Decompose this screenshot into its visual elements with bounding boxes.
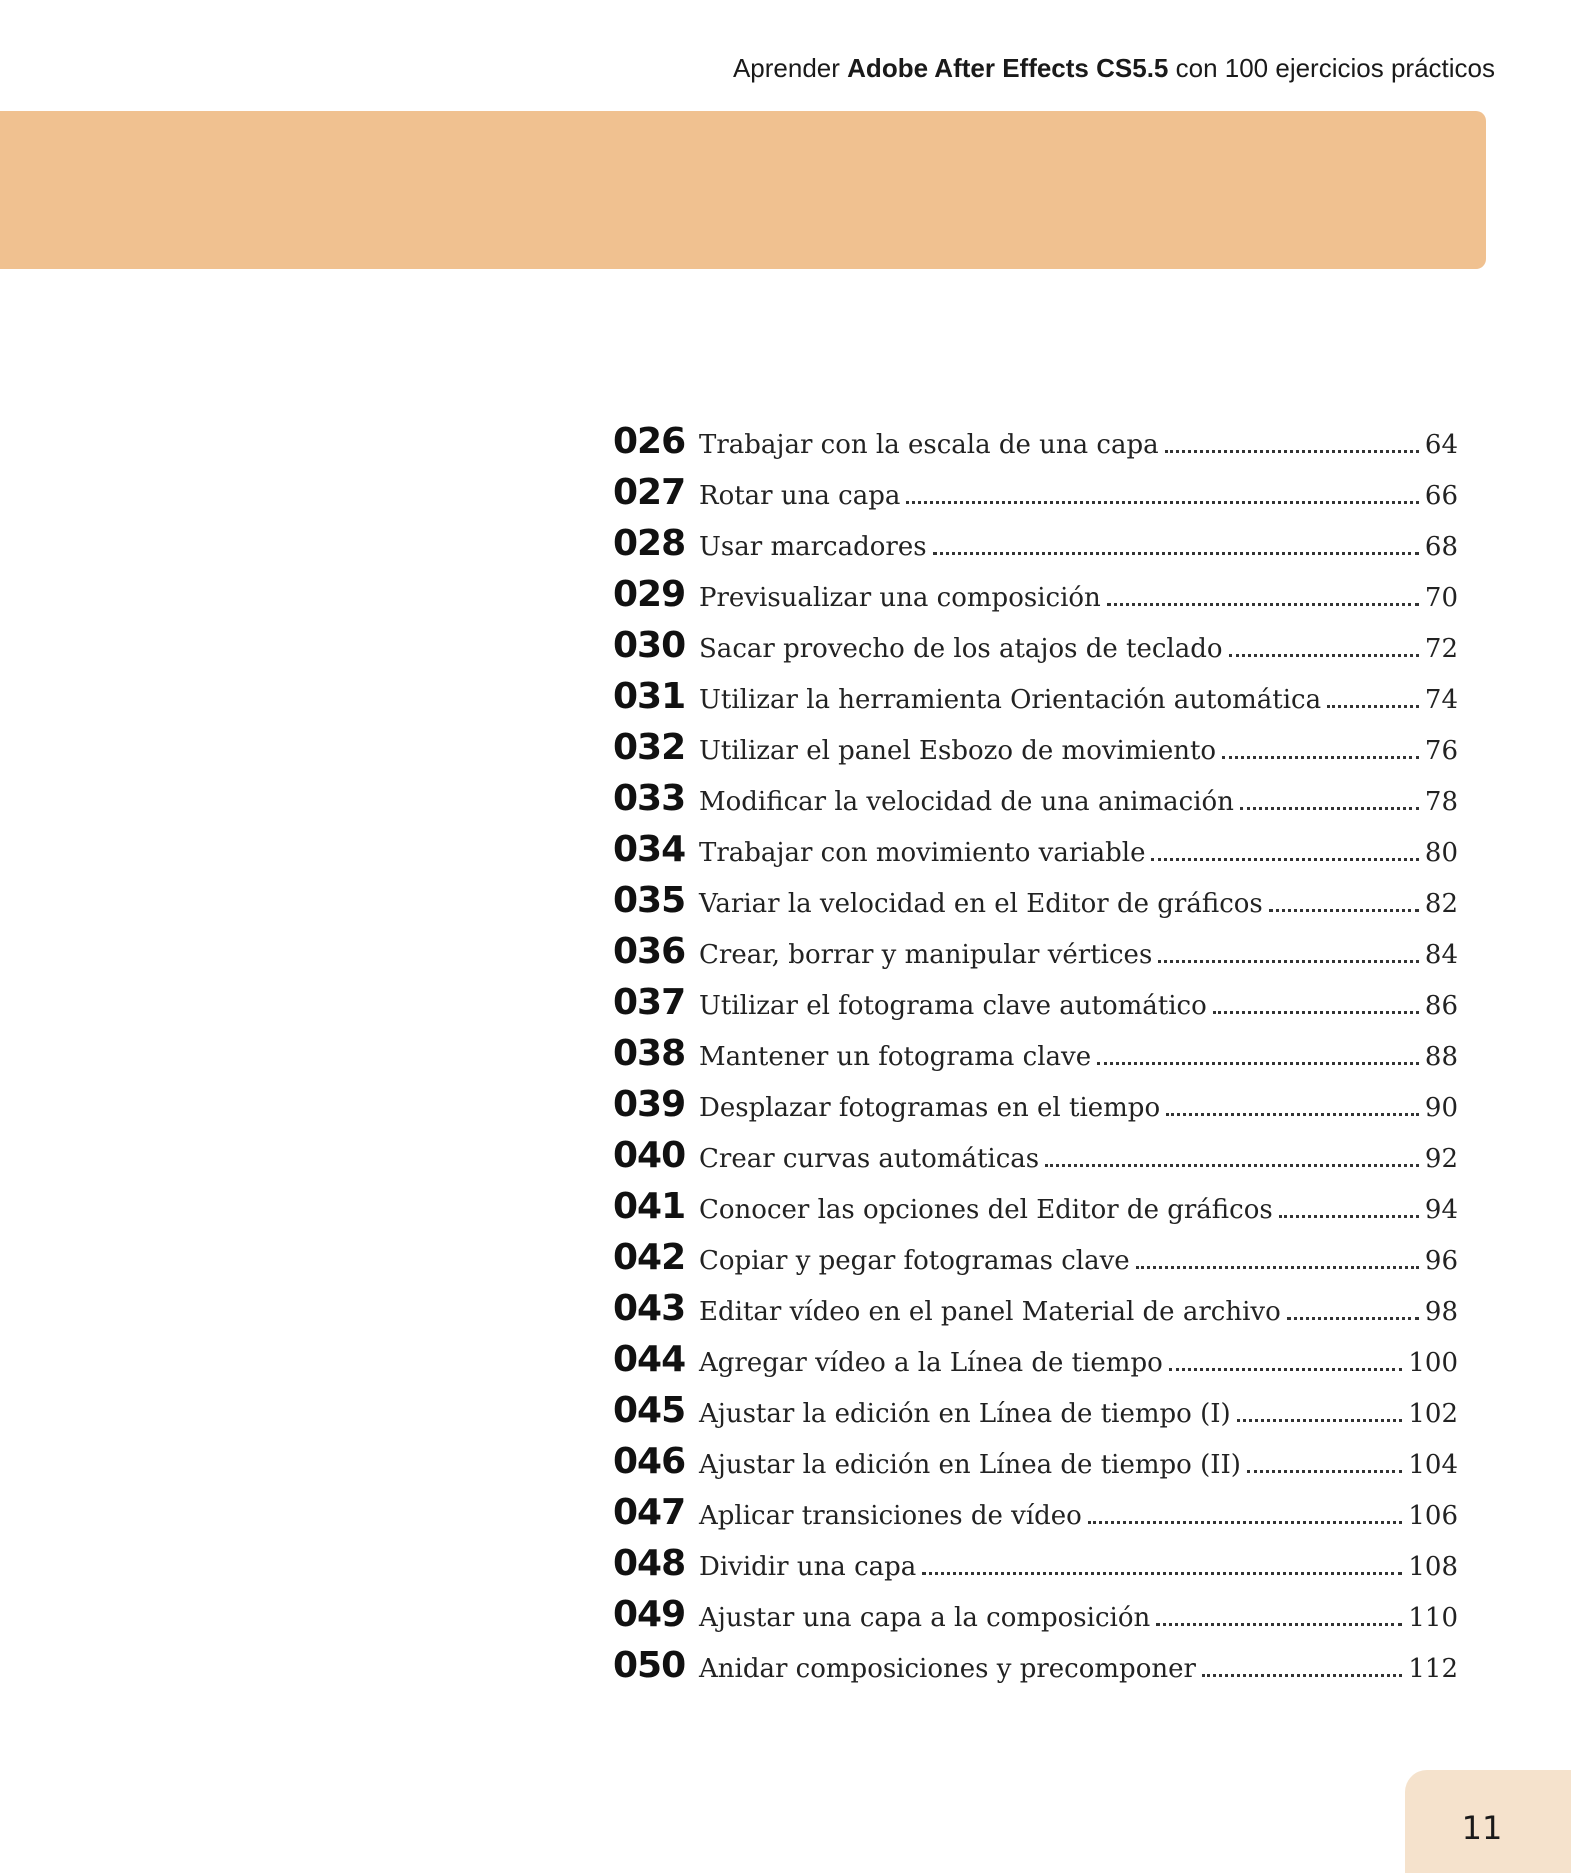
- toc-page: 100: [1408, 1348, 1458, 1378]
- toc-number: 048: [613, 1543, 686, 1584]
- toc-number: 032: [613, 727, 686, 768]
- toc-title: Agregar vídeo a la Línea de tiempo: [699, 1348, 1163, 1378]
- dot-leader: [1166, 1113, 1419, 1116]
- toc-number: 050: [613, 1645, 686, 1686]
- toc-page: 82: [1424, 889, 1458, 919]
- toc-page: 88: [1424, 1042, 1458, 1072]
- toc-page: 76: [1424, 736, 1458, 766]
- toc-number: 041: [613, 1186, 686, 1227]
- chapter-banner: [0, 111, 1486, 269]
- dot-leader: [1151, 858, 1418, 861]
- dot-leader: [1222, 756, 1419, 759]
- toc-number: 029: [613, 574, 686, 615]
- toc-title: Ajustar la edición en Línea de tiempo (I): [699, 1399, 1231, 1429]
- header-book-title: Adobe After Effects CS5.5: [847, 53, 1169, 83]
- toc-title: Utilizar la herramienta Orientación automática: [699, 685, 1322, 715]
- toc-title: Aplicar transiciones de vídeo: [699, 1501, 1082, 1531]
- dot-leader: [1213, 1011, 1419, 1014]
- toc-entry[interactable]: [613, 574, 1458, 625]
- toc-page: 72: [1424, 634, 1458, 664]
- toc-number: 045: [613, 1390, 686, 1431]
- toc-number: 042: [613, 1237, 686, 1278]
- dot-leader: [1327, 705, 1419, 708]
- dot-leader: [1279, 1215, 1419, 1218]
- toc-title: Modificar la velocidad de una animación: [699, 787, 1234, 817]
- page-number: 11: [1461, 1809, 1503, 1847]
- toc-entry[interactable]: [613, 1135, 1458, 1186]
- toc-number: 049: [613, 1594, 686, 1635]
- toc-page: 108: [1408, 1552, 1458, 1582]
- toc-page: 110: [1408, 1603, 1458, 1633]
- toc-page: 68: [1424, 532, 1458, 562]
- toc-entry[interactable]: [613, 1390, 1458, 1441]
- toc-title: Conocer las opciones del Editor de gráficos: [699, 1195, 1273, 1225]
- dot-leader: [1240, 807, 1419, 810]
- toc-page: 102: [1408, 1399, 1458, 1429]
- toc-entry[interactable]: [613, 625, 1458, 676]
- toc-page: 92: [1424, 1144, 1458, 1174]
- dot-leader: [1107, 603, 1419, 606]
- toc-entry[interactable]: [613, 1594, 1458, 1645]
- toc-entry[interactable]: [613, 472, 1458, 523]
- toc-entry[interactable]: [613, 727, 1458, 778]
- toc-number: 044: [613, 1339, 686, 1380]
- toc-number: 027: [613, 472, 686, 513]
- toc-title: Trabajar con movimiento variable: [699, 838, 1146, 868]
- toc-entry[interactable]: [613, 676, 1458, 727]
- dot-leader: [1156, 1623, 1402, 1626]
- toc-page: 112: [1408, 1654, 1458, 1684]
- toc-title: Mantener un fotograma clave: [699, 1042, 1092, 1072]
- toc-title: Desplazar fotogramas en el tiempo: [699, 1093, 1161, 1123]
- toc-number: 028: [613, 523, 686, 564]
- toc-number: 030: [613, 625, 686, 666]
- toc-title: Rotar una capa: [699, 481, 901, 511]
- toc-entry[interactable]: [613, 1186, 1458, 1237]
- toc-entry[interactable]: [613, 1084, 1458, 1135]
- toc-page: 90: [1424, 1093, 1458, 1123]
- toc-entry[interactable]: [613, 982, 1458, 1033]
- toc-entry[interactable]: [613, 778, 1458, 829]
- toc-title: Usar marcadores: [699, 532, 927, 562]
- toc-page: 80: [1424, 838, 1458, 868]
- toc-entry[interactable]: [613, 523, 1458, 574]
- toc-entry[interactable]: [613, 1237, 1458, 1288]
- dot-leader: [1158, 960, 1419, 963]
- toc-page: 98: [1424, 1297, 1458, 1327]
- toc-number: 037: [613, 982, 686, 1023]
- toc-title: Copiar y pegar fotogramas clave: [699, 1246, 1130, 1276]
- dot-leader: [922, 1572, 1402, 1575]
- toc-page: 96: [1424, 1246, 1458, 1276]
- running-header: [733, 48, 1495, 88]
- toc-title: Crear curvas automáticas: [699, 1144, 1040, 1174]
- header-prefix: Aprender: [732, 53, 840, 83]
- toc-entry[interactable]: [613, 1543, 1458, 1594]
- dot-leader: [1269, 909, 1419, 912]
- toc-entry[interactable]: [613, 1033, 1458, 1084]
- toc-number: 038: [613, 1033, 686, 1074]
- toc-entry[interactable]: [613, 1441, 1458, 1492]
- dot-leader: [1237, 1419, 1403, 1422]
- toc-entry[interactable]: [613, 1492, 1458, 1543]
- table-of-contents: [613, 421, 1458, 1696]
- dot-leader: [1247, 1470, 1402, 1473]
- toc-page: 84: [1424, 940, 1458, 970]
- toc-entry[interactable]: [613, 1339, 1458, 1390]
- dot-leader: [933, 552, 1419, 555]
- toc-title: Anidar composiciones y precomponer: [699, 1654, 1196, 1684]
- toc-title: Ajustar una capa a la composición: [699, 1603, 1151, 1633]
- toc-page: 86: [1424, 991, 1458, 1021]
- toc-title: Dividir una capa: [699, 1552, 917, 1582]
- toc-title: Variar la velocidad en el Editor de gráficos: [699, 889, 1263, 919]
- toc-number: 046: [613, 1441, 686, 1482]
- dot-leader: [1229, 654, 1419, 657]
- toc-title: Trabajar con la escala de una capa: [699, 430, 1159, 460]
- toc-page: 106: [1408, 1501, 1458, 1531]
- toc-entry[interactable]: [613, 829, 1458, 880]
- toc-title: Crear, borrar y manipular vértices: [699, 940, 1153, 970]
- toc-page: 70: [1424, 583, 1458, 613]
- dot-leader: [1165, 450, 1419, 453]
- toc-entry[interactable]: [613, 880, 1458, 931]
- toc-entry[interactable]: [613, 421, 1458, 472]
- toc-number: 031: [613, 676, 686, 717]
- toc-page: 78: [1424, 787, 1458, 817]
- toc-title: Utilizar el panel Esbozo de movimiento: [699, 736, 1217, 766]
- toc-title: Ajustar la edición en Línea de tiempo (II): [699, 1450, 1241, 1480]
- toc-page: 104: [1408, 1450, 1458, 1480]
- toc-page: 64: [1424, 430, 1458, 460]
- dot-leader: [1045, 1164, 1419, 1167]
- toc-entry[interactable]: [613, 931, 1458, 982]
- toc-number: 033: [613, 778, 686, 819]
- dot-leader: [1169, 1368, 1403, 1371]
- toc-number: 036: [613, 931, 686, 972]
- toc-number: 039: [613, 1084, 686, 1125]
- toc-title: Previsualizar una composición: [699, 583, 1101, 613]
- toc-number: 047: [613, 1492, 686, 1533]
- toc-entry[interactable]: [613, 1288, 1458, 1339]
- toc-title: Sacar provecho de los atajos de teclado: [699, 634, 1223, 664]
- toc-title: Utilizar el fotograma clave automático: [699, 991, 1207, 1021]
- dot-leader: [906, 501, 1419, 504]
- dot-leader: [1097, 1062, 1419, 1065]
- toc-page: 94: [1424, 1195, 1458, 1225]
- toc-number: 040: [613, 1135, 686, 1176]
- toc-entry[interactable]: [613, 1645, 1458, 1696]
- toc-number: 026: [613, 421, 686, 462]
- toc-number: 035: [613, 880, 686, 921]
- dot-leader: [1136, 1266, 1419, 1269]
- dot-leader: [1202, 1674, 1402, 1677]
- toc-title: Editar vídeo en el panel Material de archivo: [699, 1297, 1281, 1327]
- header-suffix: con 100 ejercicios prácticos: [1175, 53, 1495, 83]
- toc-number: 043: [613, 1288, 686, 1329]
- dot-leader: [1287, 1317, 1419, 1320]
- toc-page: 66: [1424, 481, 1458, 511]
- toc-page: 74: [1424, 685, 1458, 715]
- toc-number: 034: [613, 829, 686, 870]
- dot-leader: [1088, 1521, 1403, 1524]
